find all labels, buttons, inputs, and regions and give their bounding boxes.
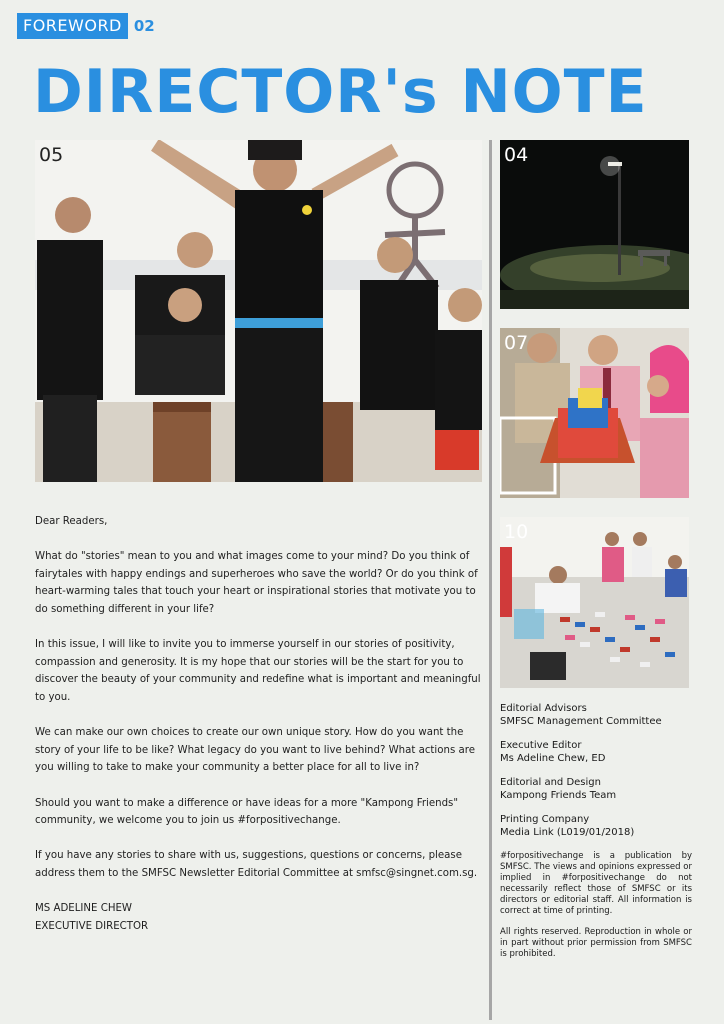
photo-04 [500, 140, 689, 309]
credit-block [500, 703, 692, 728]
page-title: DIRECTOR's NOTE [33, 57, 648, 127]
letter-paragraph: In this issue, I will like to invite you to immerse yourself in our stories of positivity, compassion and generosity. It is my hope that our stories will be the start for you to discover the beauty of your community and redefine what is important and meaningful to you. [35, 639, 481, 703]
credits-panel [500, 703, 692, 970]
group-drumming-performance-photo-icon [35, 140, 482, 482]
credit-role: Printing Company [500, 814, 590, 825]
letter-greeting: Dear Readers, [35, 516, 108, 527]
letter-body [35, 513, 485, 935]
credit-name: Kampong Friends Team [500, 789, 617, 801]
letter-paragraph: What do "stories" mean to you and what images come to your mind? Do you think of fairytales with happy endings and superheroes who save the world? Or do you think of heart-warming tales that touch your heart or inspirational stories that motivate you to do something different in your life? [35, 551, 478, 615]
letter-paragraph: We can make our own choices to create our own unique story. How do you want the story of your life to be like? What legacy do you want to live behind? What actions are you willing to take to make your community a better place for all to live in? [35, 727, 475, 774]
photo-number: 07 [504, 332, 529, 354]
section-tag [17, 13, 155, 39]
photo-number: 05 [39, 144, 64, 166]
disclaimer: #forpositivechange is a publication by SMFSC. The views and opinions expressed or implied in #forpositivechange do not necessarily reflect those of SMFSC or its directors or editorial staff. All information is correct at time of printing. [500, 851, 692, 916]
photo-10 [500, 517, 689, 688]
photo-05 [35, 140, 482, 482]
photo-number: 10 [504, 521, 529, 543]
shoe-donation-room-photo-icon [500, 517, 689, 688]
letter-paragraph: If you have any stories to share with us, suggestions, questions or concerns, please address them to the SMFSC Newsletter Editorial Committee at smfsc@singnet.com.sg. [35, 850, 478, 879]
credit-block [500, 777, 692, 802]
photo-07 [500, 328, 689, 498]
page-number: 02 [133, 17, 155, 35]
credit-name: Ms Adeline Chew, ED [500, 752, 606, 764]
hamper-presentation-photo-icon [500, 328, 689, 498]
credit-block [500, 740, 692, 765]
credit-block [500, 814, 692, 839]
credit-role: Editorial and Design [500, 777, 601, 788]
column-divider [489, 140, 492, 1020]
credit-role: Executive Editor [500, 740, 582, 751]
credit-name: Media Link (L019/01/2018) [500, 826, 635, 838]
night-park-lamp-photo-icon [500, 140, 689, 309]
letter-paragraph: Should you want to make a difference or have ideas for a more "Kampong Friends" community, we welcome you to join us #forpositivechange. [35, 797, 459, 827]
signature-name: MS ADELINE CHEW [35, 903, 133, 915]
credit-name: SMFSC Management Committee [500, 715, 662, 727]
credit-role: Editorial Advisors [500, 703, 587, 714]
rights-notice: All rights reserved. Reproduction in whole or in part without prior permission from SMFSC is prohibited. [500, 927, 692, 959]
photo-number: 04 [504, 144, 529, 166]
section-label: FOREWORD [17, 13, 128, 39]
signature-title: EXECUTIVE DIRECTOR [35, 920, 149, 932]
